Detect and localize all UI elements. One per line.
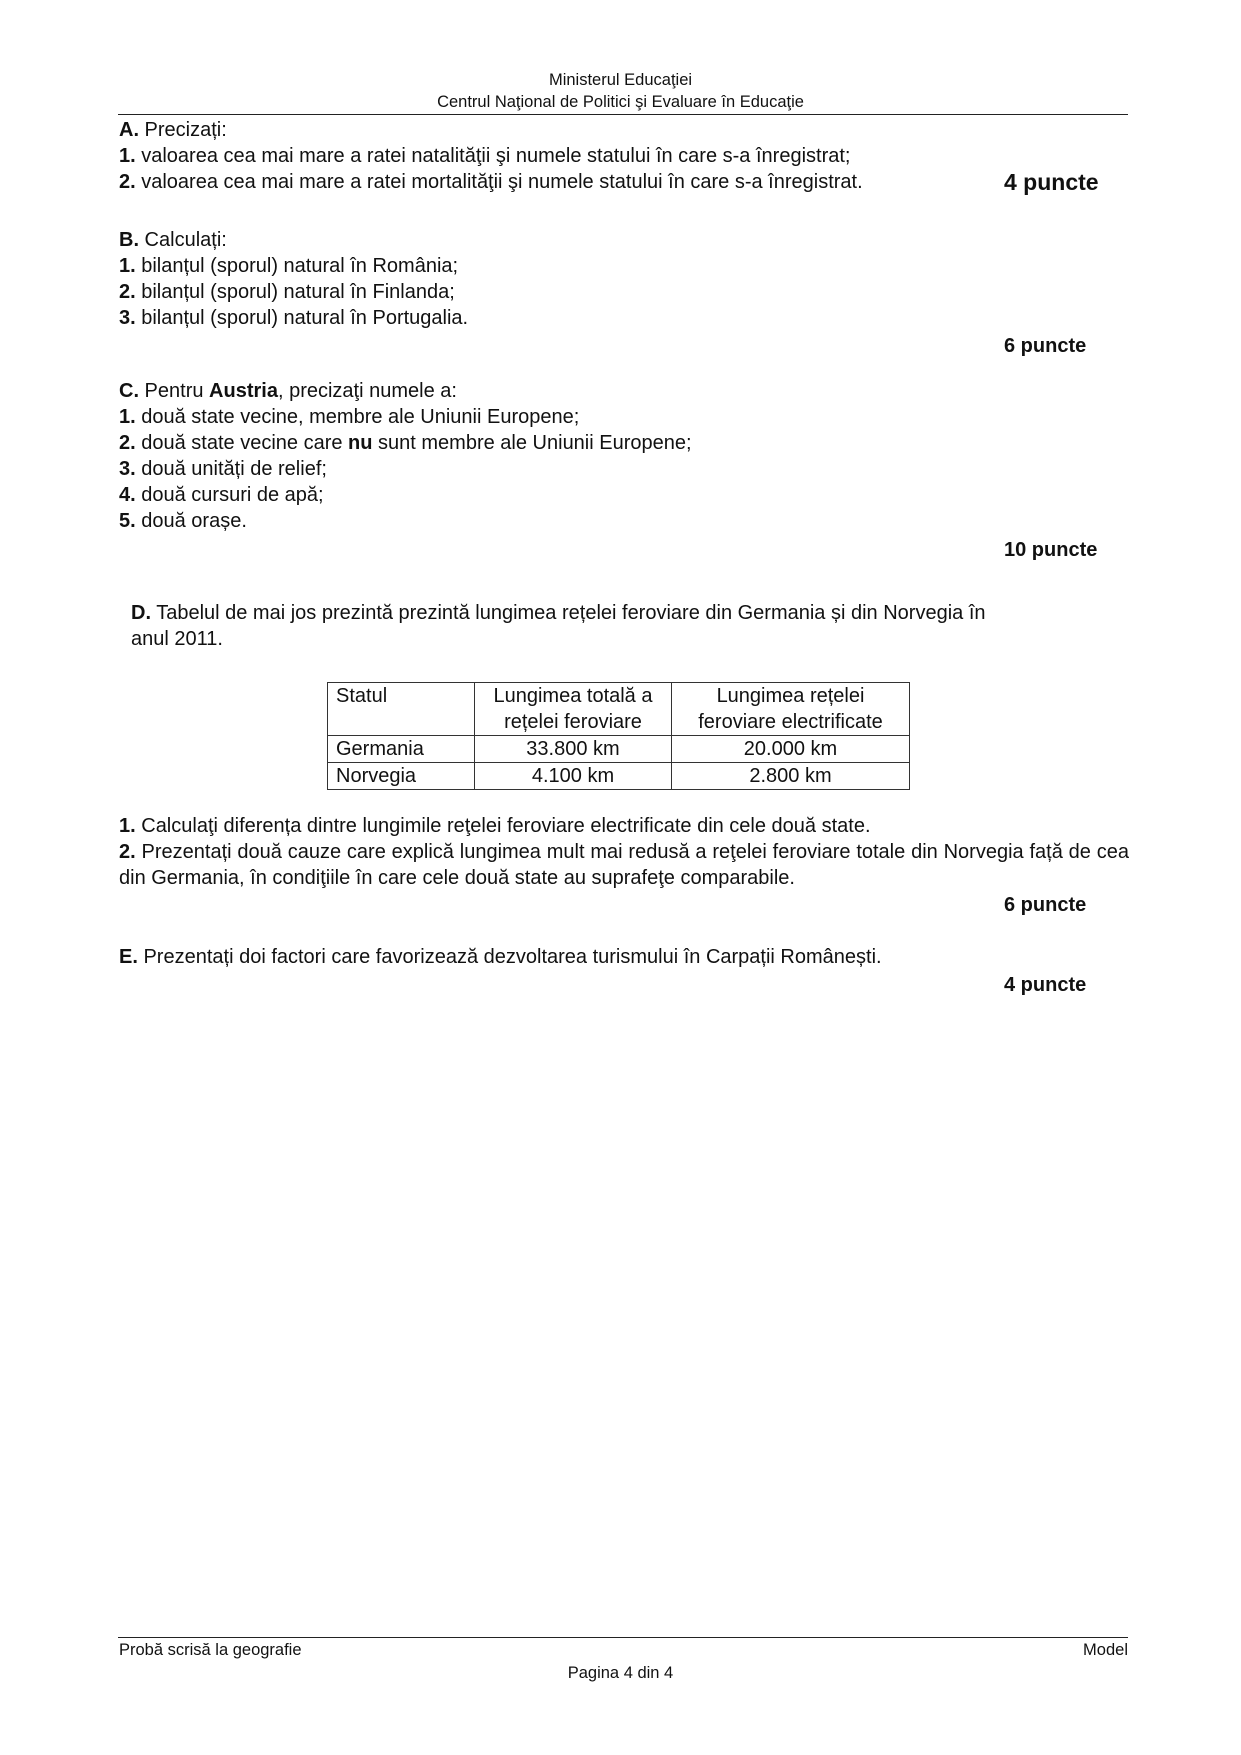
section-d-question-1: 1. Calculaţi diferența dintre lungimile reţelei feroviare electrificate din cele două state. [119,815,871,837]
section-b-points: 6 puncte [1004,335,1087,357]
section-d-intro: D. Tabelul de mai jos prezintă prezintă lungimea rețelei feroviare din Germania și din Norvegia în [131,602,986,624]
table-header-cell: Lungimea rețelei feroviare electrificate [672,683,910,736]
table-cell: 33.800 km [475,736,672,763]
section-c-item-1: 1. două state vecine, membre ale Uniunii Europene; [119,406,580,428]
header-center: Centrul Naţional de Politici şi Evaluare în Educaţie [437,93,804,111]
section-b-item-1: 1. bilanțul (sporul) natural în România; [119,255,459,277]
section-e-text: E. Prezentați doi factori care favorizează dezvoltarea turismului în Carpații Românești. [119,946,882,968]
section-b-item-3: 3. bilanțul (sporul) natural în Portugalia. [119,307,469,329]
section-c-item-5: 5. două orașe. [119,510,247,532]
section-d-question-2: 2. Prezentați două cauze care explică lungimea mult mai redusă a reţelei feroviare totale din Norvegia față de cea din Germania, în condiţiile în care cele două state au suprafeţe comparabile. [119,841,1129,889]
footer-subject: Probă scrisă la geografie [119,1641,302,1659]
section-c-title: C. Pentru Austria, precizaţi numele a: [119,380,457,402]
header-ministry: Ministerul Educaţiei [548,71,693,89]
section-a-item-2: 2. valoarea cea mai mare a ratei mortalităţii şi numele statului în care s-a înregistrat. [119,171,863,193]
section-c-item-2: 2. două state vecine care nu sunt membre ale Uniunii Europene; [119,432,692,454]
section-b-title: B. Calculați: [119,229,227,251]
section-c-item-4: 4. două cursuri de apă; [119,484,324,506]
table-header-row [328,683,910,736]
table-header-cell: Lungimea totală a rețelei feroviare [475,683,672,736]
railway-table [327,682,910,790]
table-row [328,763,910,790]
section-e-points: 4 puncte [1004,974,1087,996]
section-b-item-2: 2. bilanțul (sporul) natural în Finlanda; [119,281,455,303]
section-d-points: 6 puncte [1004,894,1087,916]
footer-rule [118,1637,1128,1638]
table-header-cell: Statul [328,683,475,736]
table-row [328,736,910,763]
table-cell: Germania [328,736,475,763]
section-a-points: 4 puncte [1004,169,1099,195]
section-d-intro-cont: anul 2011. [131,628,223,650]
section-a-item-1: 1. valoarea cea mai mare a ratei natalităţii şi numele statului în care s-a înregistrat; [119,145,851,167]
section-c-points: 10 puncte [1004,539,1098,561]
section-c-item-3: 3. două unități de relief; [119,458,327,480]
header-rule [118,114,1128,115]
footer-model: Model [1083,1641,1128,1659]
section-a-title: A. Precizați: [119,119,227,141]
table-cell: 20.000 km [672,736,910,763]
page-number: Pagina 4 din 4 [567,1664,674,1682]
table-cell: 2.800 km [672,763,910,790]
table-cell: 4.100 km [475,763,672,790]
table-cell: Norvegia [328,763,475,790]
